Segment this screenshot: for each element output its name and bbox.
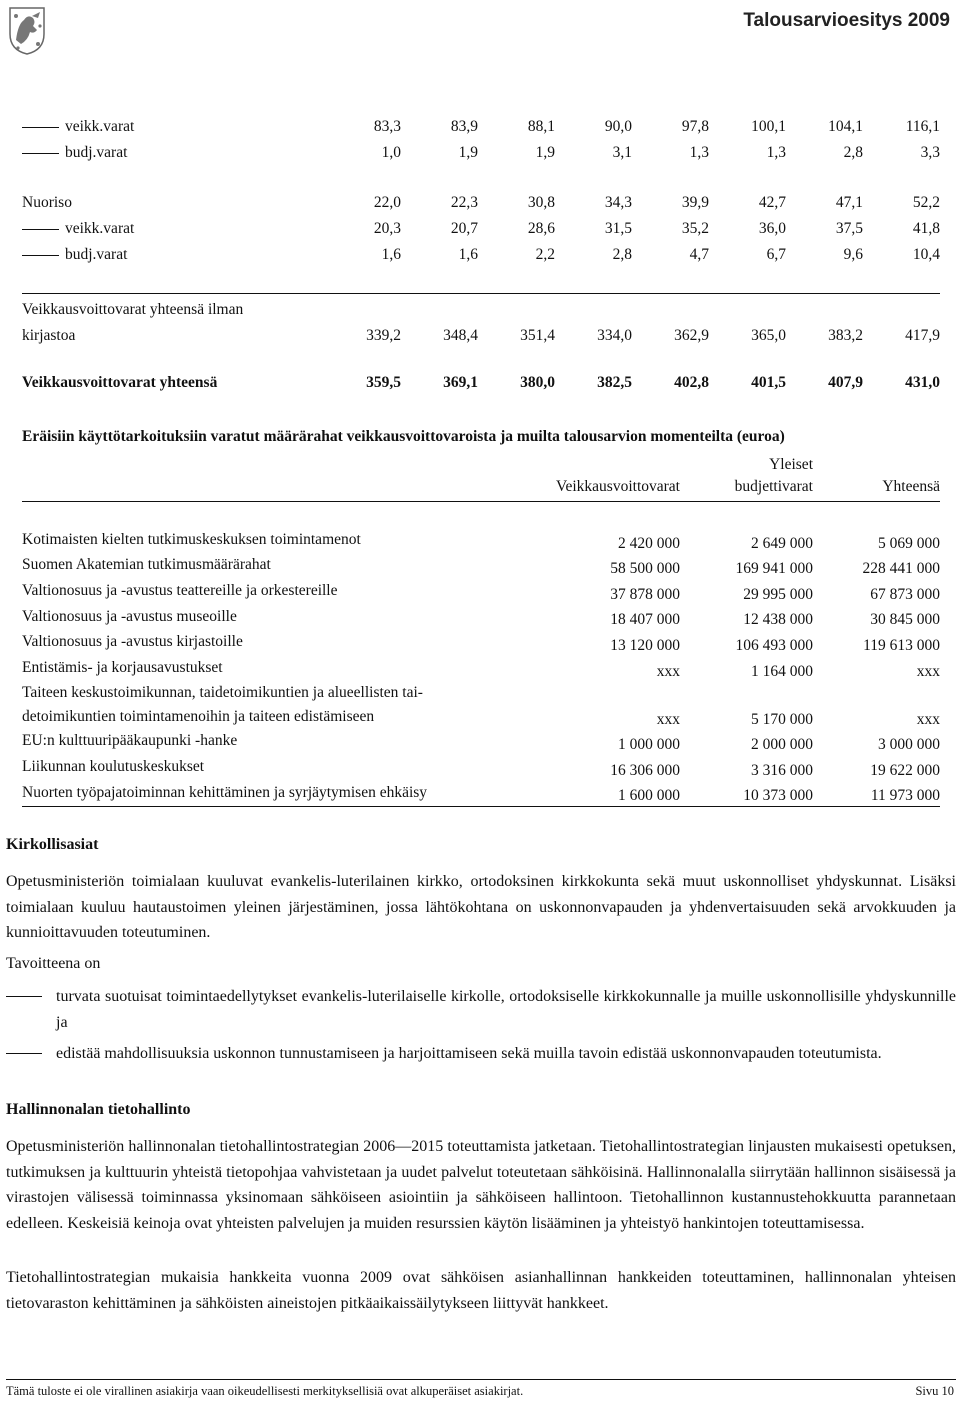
cell: 10 373 000 bbox=[743, 787, 813, 805]
row-label: Nuorten työpajatoiminnan kehittäminen ja syrjäytymisen ehkäisy bbox=[22, 783, 428, 801]
cell: 34,3 bbox=[604, 194, 632, 211]
cell: 19 622 000 bbox=[870, 761, 940, 779]
col-header-general-line1: Yleiset bbox=[769, 456, 813, 473]
cell: 339,2 bbox=[366, 327, 401, 344]
cell: 12 438 000 bbox=[743, 611, 813, 629]
cell: 97,8 bbox=[681, 118, 709, 135]
cell: 407,9 bbox=[828, 374, 863, 391]
finnish-lion-coat-of-arms-icon bbox=[6, 4, 48, 56]
cell: 20,7 bbox=[450, 220, 478, 237]
document-title: Talousarvioesitys 2009 bbox=[743, 10, 950, 31]
cell: 2,8 bbox=[612, 246, 632, 263]
cell: 351,4 bbox=[520, 327, 555, 344]
cell: 1,6 bbox=[458, 246, 478, 263]
cell: 417,9 bbox=[905, 327, 940, 344]
table-row bbox=[22, 527, 940, 553]
table-row bbox=[22, 578, 940, 604]
cell: 83,3 bbox=[373, 118, 401, 135]
row-label: kirjastoa bbox=[22, 327, 76, 344]
col-header-lottery: Veikkausvoittovarat bbox=[556, 478, 680, 495]
cell: 37,5 bbox=[835, 220, 863, 237]
appropriations-table bbox=[22, 527, 940, 805]
cell: 36,0 bbox=[758, 220, 786, 237]
cell: 402,8 bbox=[674, 374, 709, 391]
table-divider bbox=[22, 293, 940, 294]
cell: 334,0 bbox=[597, 327, 632, 344]
cell: 1,9 bbox=[458, 144, 478, 161]
row-label: Taiteen keskustoimikunnan, taidetoimikuntien ja alueellisten tai- detoimikuntien toimintamenoihin ja taiteen edistämiseen bbox=[22, 683, 423, 725]
table-row bbox=[22, 629, 940, 655]
cell: 383,2 bbox=[828, 327, 863, 344]
cell: 88,1 bbox=[527, 118, 555, 135]
em-dash bbox=[22, 127, 59, 128]
cell: xxx bbox=[656, 710, 680, 728]
cell: 3,3 bbox=[920, 144, 940, 161]
row-label: veikk.varat bbox=[22, 216, 324, 242]
cell: 1,6 bbox=[381, 246, 401, 263]
total-excl-library-table bbox=[22, 297, 940, 349]
cell: 1,0 bbox=[381, 144, 401, 161]
row-label: Kotimaisten kielten tutkimuskeskuksen toimintamenot bbox=[22, 530, 361, 548]
cell: xxx bbox=[656, 662, 680, 680]
cell: 3 000 000 bbox=[878, 736, 940, 754]
cell: 58 500 000 bbox=[610, 560, 680, 578]
cell: 104,1 bbox=[828, 118, 863, 135]
cell: 1,3 bbox=[766, 144, 786, 161]
cell: 4,7 bbox=[689, 246, 709, 263]
table-row bbox=[22, 190, 940, 216]
cell: 100,1 bbox=[751, 118, 786, 135]
cell: xxx bbox=[916, 662, 940, 680]
table-row bbox=[22, 729, 940, 755]
table-row bbox=[22, 114, 940, 140]
cell: 10,4 bbox=[912, 246, 940, 263]
funding-table-part-a bbox=[22, 114, 940, 166]
cell: 42,7 bbox=[758, 194, 786, 211]
cell: 41,8 bbox=[912, 220, 940, 237]
table-row bbox=[22, 242, 940, 268]
row-label: budj.varat bbox=[22, 242, 324, 268]
table-row bbox=[22, 681, 940, 729]
cell: 29 995 000 bbox=[743, 585, 813, 603]
em-dash bbox=[22, 229, 59, 230]
cell: 30,8 bbox=[527, 194, 555, 211]
cell: 18 407 000 bbox=[610, 611, 680, 629]
col-header-general-line2: budjettivarat bbox=[734, 478, 813, 495]
cell: 2 420 000 bbox=[618, 534, 680, 552]
em-dash bbox=[6, 996, 42, 997]
table-title: Eräisiin käyttötarkoituksiin varatut määrärahat veikkausvoittovaroista ja muilta talousarvion momenteilta (euroa) bbox=[22, 428, 785, 445]
cell: 119 613 000 bbox=[863, 636, 940, 654]
row-label: Valtionosuus ja -avustus kirjastoille bbox=[22, 633, 243, 651]
row-label: Nuoriso bbox=[22, 194, 72, 211]
cell: 83,9 bbox=[450, 118, 478, 135]
cell: 6,7 bbox=[766, 246, 786, 263]
cell: 1 000 000 bbox=[618, 736, 680, 754]
cell: 35,2 bbox=[681, 220, 709, 237]
cell: 1,3 bbox=[689, 144, 709, 161]
cell: 2 000 000 bbox=[751, 736, 813, 754]
cell: 2,2 bbox=[535, 246, 555, 263]
cell: 3 316 000 bbox=[751, 761, 813, 779]
cell: 39,9 bbox=[681, 194, 709, 211]
cell: 31,5 bbox=[604, 220, 632, 237]
row-label: Entistämis- ja korjausavustukset bbox=[22, 658, 223, 676]
cell: 28,6 bbox=[527, 220, 555, 237]
table-row bbox=[22, 140, 940, 166]
cell: 5 069 000 bbox=[878, 534, 940, 552]
em-dash bbox=[6, 1053, 42, 1054]
cell: 22,3 bbox=[450, 194, 478, 211]
cell: 52,2 bbox=[912, 194, 940, 211]
table-row bbox=[22, 604, 940, 630]
em-dash bbox=[22, 153, 59, 154]
cell: 382,5 bbox=[597, 374, 632, 391]
paragraph: Opetusministeriön hallinnonalan tietohallintostrategian 2006—2015 toteuttamista jatketaan. Tietohallintostrategian linjausten mukaisesti opetuksen, tutkimuksen ja kulttuurin yhteistä tietopohjaa vahvistetaan ja uudet palvelut toteutetaan sähköisinä. Hallinnonalalla siirrytään hallinnon sisäisessä ja virastojen välisessä toiminnassa yksinomaan sähköiseen asiointiin ja sähköiseen hallintoon. Tietohallinnon kustannustehokkuutta parannetaan edelleen. Keskeisiä keinoja ovat yhteisten palvelujen ja muiden resurssien käytön lisääminen ja yhteistyö hankintojen toteuttamisessa. bbox=[6, 1138, 956, 1233]
row-label: budj.varat bbox=[22, 140, 324, 166]
row-label: Valtionosuus ja -avustus museoille bbox=[22, 607, 237, 625]
col-header-total: Yhteensä bbox=[882, 478, 940, 495]
row-label: Liikunnan koulutuskeskukset bbox=[22, 757, 205, 775]
row-label: EU:n kulttuuripääkaupunki -hanke bbox=[22, 732, 238, 750]
list-item: edistää mahdollisuuksia uskonnon tunnustamiseen ja harjoittamiseen sekä muilla tavoin edistää uskonnonvapauden toteutumista. bbox=[6, 1041, 956, 1067]
cell: 348,4 bbox=[443, 327, 478, 344]
cell: 401,5 bbox=[751, 374, 786, 391]
cell: 228 441 000 bbox=[862, 560, 940, 578]
table-row bbox=[22, 780, 940, 806]
cell: 3,1 bbox=[612, 144, 632, 161]
cell: xxx bbox=[916, 710, 940, 728]
table-row bbox=[22, 553, 940, 579]
cell: 16 306 000 bbox=[610, 761, 680, 779]
cell: 431,0 bbox=[905, 374, 940, 391]
cell: 22,0 bbox=[373, 194, 401, 211]
cell: 1 600 000 bbox=[618, 787, 680, 805]
page-number: Sivu 10 bbox=[915, 1384, 954, 1398]
cell: 2 649 000 bbox=[751, 534, 813, 552]
footer-disclaimer: Tämä tuloste ei ole virallinen asiakirja vaan oikeudellisesti merkityksellisiä ovat alkuperäiset asiakirjat. bbox=[6, 1384, 524, 1398]
cell: 13 120 000 bbox=[610, 636, 680, 654]
cell: 1 164 000 bbox=[751, 662, 813, 680]
cell: 20,3 bbox=[373, 220, 401, 237]
paragraph: Opetusministeriön toimialaan kuuluvat evankelis-luterilainen kirkko, ortodoksinen kirkkokunta sekä muut uskonnolliset yhdyskunnat. Lisäksi toimialaan kuuluu hautaustoimen yleinen järjestäminen, jossa lähtökohtana on uskonnonvapauden ja yhdenvertaisuuden sekä arvokkuuden ja kunnioittavuuden toteutuminen. bbox=[6, 873, 956, 942]
footer-divider bbox=[6, 1379, 956, 1380]
funding-table-part-b bbox=[22, 190, 940, 268]
row-label: veikk.varat bbox=[22, 114, 324, 140]
cell: 30 845 000 bbox=[870, 611, 940, 629]
cell: 362,9 bbox=[674, 327, 709, 344]
row-label: Suomen Akatemian tutkimusmäärärahat bbox=[22, 556, 271, 574]
cell: 1,9 bbox=[535, 144, 555, 161]
list-item: turvata suotuisat toimintaedellytykset evankelis-luterilaiselle kirkolle, ortodoksiselle kirkkokunnalle ja muille uskonnollisille yhdyskunnille ja bbox=[6, 984, 956, 1035]
cell: 116,1 bbox=[905, 118, 940, 135]
cell: 2,8 bbox=[843, 144, 863, 161]
cell: 369,1 bbox=[443, 374, 478, 391]
row-label: Veikkausvoittovarat yhteensä ilman bbox=[22, 301, 244, 318]
section-heading: Hallinnonalan tietohallinto bbox=[6, 1101, 191, 1118]
cell: 47,1 bbox=[835, 194, 863, 211]
table-row bbox=[22, 370, 940, 396]
table-row bbox=[22, 297, 940, 323]
cell: 5 170 000 bbox=[751, 710, 813, 728]
cell: 90,0 bbox=[604, 118, 632, 135]
table-divider bbox=[22, 806, 940, 807]
cell: 359,5 bbox=[366, 374, 401, 391]
paragraph: Tavoitteena on bbox=[6, 955, 101, 972]
cell: 106 493 000 bbox=[735, 636, 813, 654]
table-row bbox=[22, 323, 940, 349]
cell: 37 878 000 bbox=[610, 585, 680, 603]
table-row bbox=[22, 655, 940, 681]
table-row bbox=[22, 216, 940, 242]
em-dash bbox=[22, 255, 59, 256]
cell: 380,0 bbox=[520, 374, 555, 391]
cell: 9,6 bbox=[843, 246, 863, 263]
section-heading: Kirkollisasiat bbox=[6, 836, 99, 853]
table-row bbox=[22, 754, 940, 780]
cell: 11 973 000 bbox=[870, 787, 940, 805]
cell: 365,0 bbox=[751, 327, 786, 344]
cell: 169 941 000 bbox=[735, 560, 813, 578]
paragraph: Tietohallintostrategian mukaisia hankkeita vuonna 2009 ovat sähköisen asianhallinnan hankkeiden toteuttaminen, hallinnonalan yhteisen tietovaraston kehittäminen ja sähköisten aineistojen pitkäaikaissäilytykseen liittyvät hankkeet. bbox=[6, 1269, 956, 1312]
row-label: Veikkausvoittovarat yhteensä bbox=[22, 374, 218, 391]
table-divider bbox=[22, 501, 940, 502]
row-label: Valtionosuus ja -avustus teattereille ja orkestereille bbox=[22, 581, 338, 599]
cell: 67 873 000 bbox=[870, 585, 940, 603]
total-table bbox=[22, 370, 940, 396]
